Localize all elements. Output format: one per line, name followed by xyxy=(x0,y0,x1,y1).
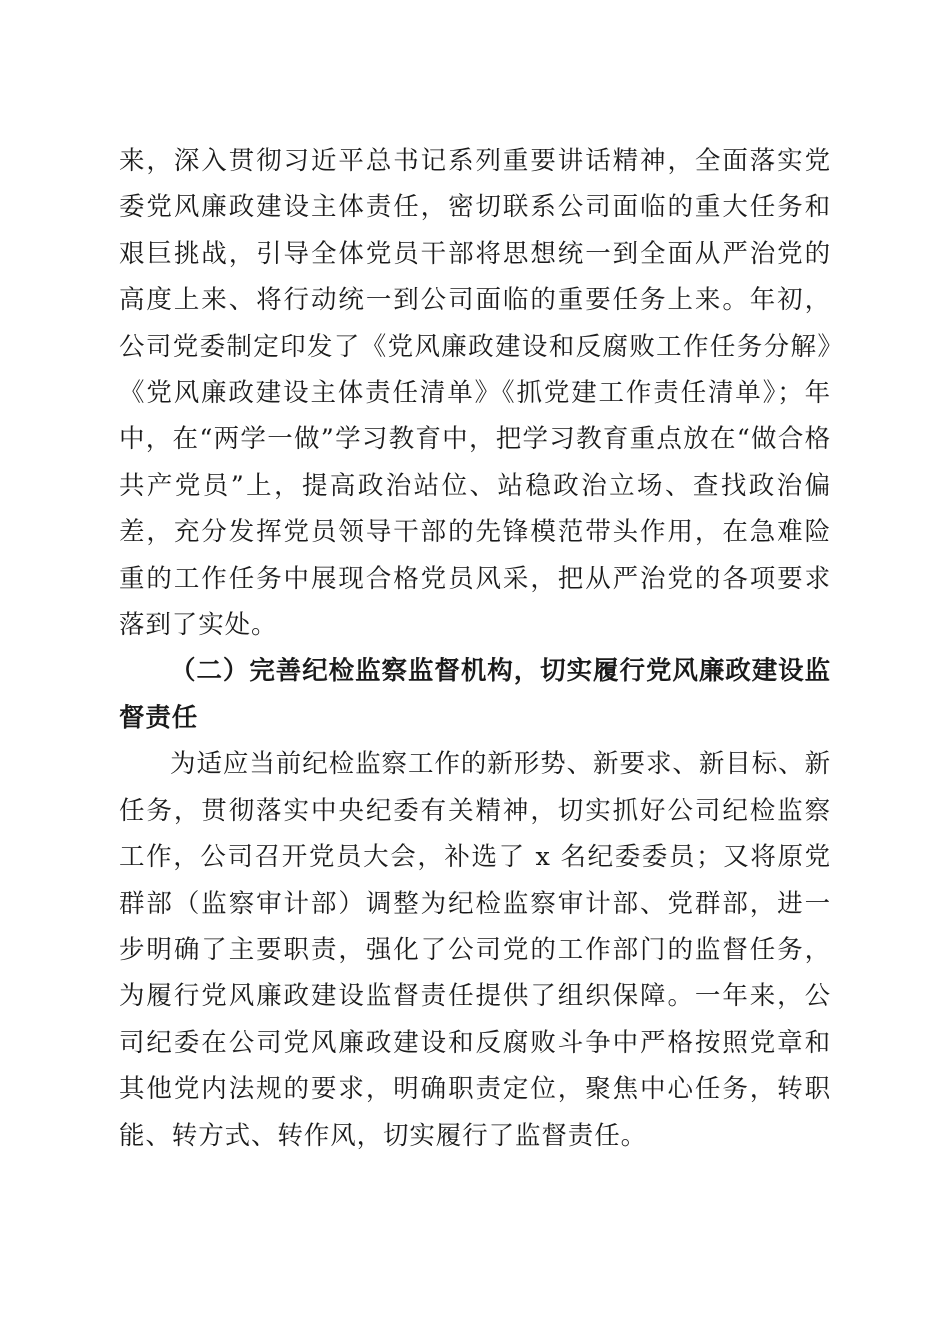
body-paragraph-continuation: 来，深入贯彻习近平总书记系列重要讲话精神，全面落实党委党风廉政建设主体责任，密切联系公司面临的重大任务和艰巨挑战，引导全体党员干部将思想统一到全面从严治党的高度上来、将行动统一到公司面临的重要任务上来。年初，公司党委制定印发了《党风廉政建设和反腐败工作任务分解》《党风廉政建设主体责任清单》《抓党建工作责任清单》；年中，在“两学一做”学习教育中，把学习教育重点放在“做合格共产党员”上，提高政治站位、站稳政治立场、查找政治偏差，充分发挥党员领导干部的先锋模范带头作用，在急难险重的工作任务中展现合格党员风采，把从严治党的各项要求落到了实处。 xyxy=(119,146,831,641)
body-paragraph: 为适应当前纪检监察工作的新形势、新要求、新目标、新任务，贯彻落实中央纪委有关精神，切实抓好公司纪检监察工作，公司召开党员大会，补选了 x 名纪委委员；又将原党群部（监察审计部）调整为纪检监察审计部、党群部，进一步明确了主要职责，强化了公司党的工作部门的监督任务，为履行党风廉政建设监督责任提供了组织保障。一年来，公司纪委在公司党风廉政建设和反腐败斗争中严格按照党章和其他党内法规的要求，明确职责定位，聚焦中心任务，转职能、转方式、转作风，切实履行了监督责任。 xyxy=(119,749,831,1151)
section-heading: （二）完善纪检监察监督机构，切实履行党风廉政建设监督责任 xyxy=(119,656,831,733)
document-body xyxy=(119,138,831,1159)
